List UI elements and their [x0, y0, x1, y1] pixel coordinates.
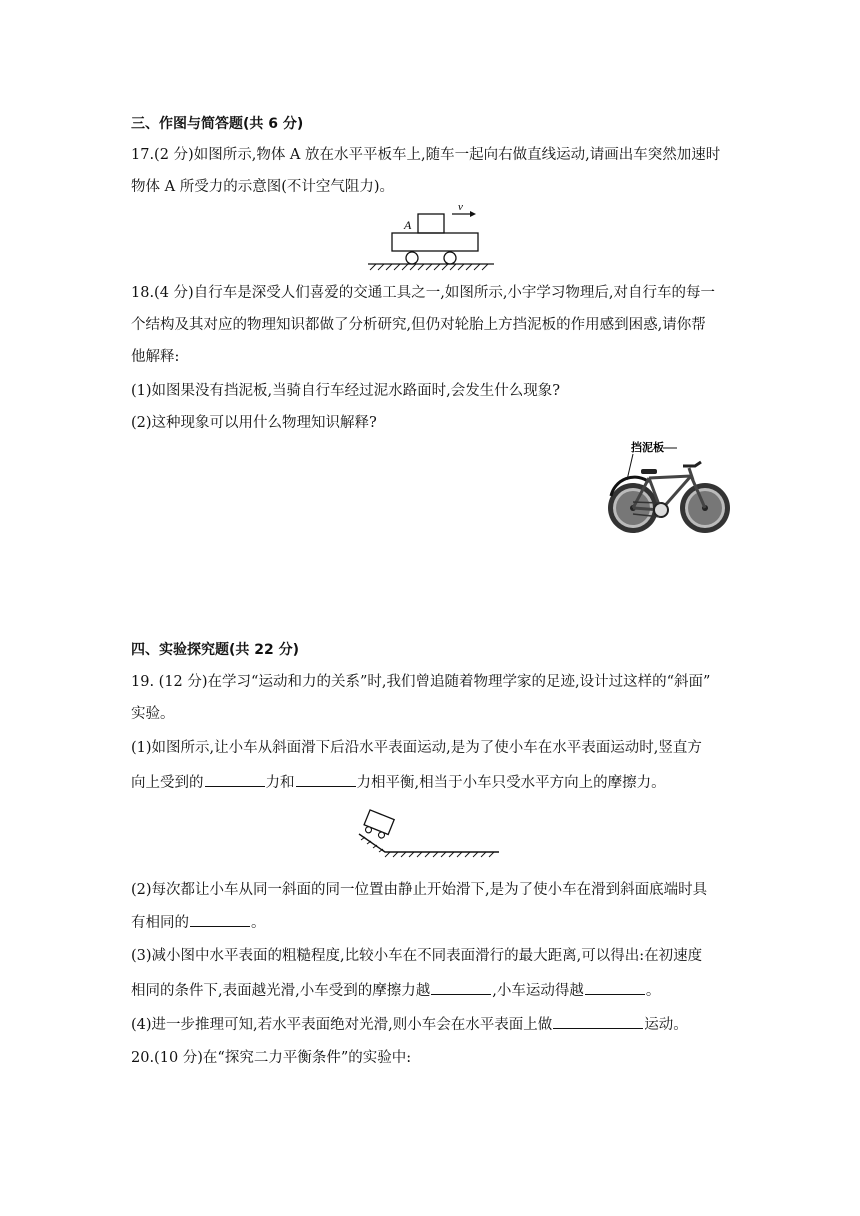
label-a: A [404, 218, 412, 232]
q19-text-line-2: 实验。 [131, 706, 175, 722]
incline-hatch [361, 837, 494, 857]
q19-s3-line-1: (3)减小图中水平表面的粗糙程度,比较小车在不同表面滑行的最大距离,可以得出:在初速度 [131, 948, 703, 964]
q19-s2-text-a: 有相同的 [131, 915, 189, 931]
answer-blank-2[interactable] [296, 772, 356, 787]
q19-s3-text-b: ,小车运动得越 [492, 983, 584, 999]
q18-sub-question-2: (2)这种现象可以用什么物理知识解释? [131, 415, 377, 431]
fender-label: 挡泥板 [631, 441, 664, 454]
ground-hatch [370, 264, 488, 270]
answer-blank-1[interactable] [205, 772, 265, 787]
q18-bicycle-figure [603, 438, 735, 538]
answer-blank-3[interactable] [190, 912, 250, 927]
q19-s4-text-a: (4)进一步推理可知,若水平表面绝对光滑,则小车会在水平表面上做 [131, 1017, 553, 1033]
q19-s1-text-b: 力和 [265, 775, 295, 791]
section-3-heading: 三、作图与简答题(共 6 分) [131, 116, 304, 132]
cart-body [392, 233, 478, 251]
q19-s1-line-2 [131, 772, 666, 793]
answer-blank-5[interactable] [585, 980, 645, 995]
q18-text-line-1: 18.(4 分)自行车是深受人们喜爱的交通工具之一,如图所示,小宇学习物理后,对自行车的每一 [131, 285, 716, 301]
q18-text-line-2: 个结构及其对应的物理知识都做了分析研究,但仍对轮胎上方挡泥板的作用感到困惑,请你帮 [131, 317, 706, 333]
q19-s2-text-b: 。 [251, 915, 266, 931]
arrow-head-icon [470, 211, 476, 217]
q19-s2-line-2 [131, 912, 266, 933]
wheel-left [406, 252, 418, 264]
q18-text-line-3: 他解释: [131, 349, 180, 365]
q19-s3-text-c: 。 [645, 983, 661, 999]
block-a [418, 214, 444, 233]
label-v: v [458, 201, 463, 213]
q18-sub-question-1: (1)如图果没有挡泥板,当骑自行车经过泥水路面时,会发生什么现象? [131, 383, 561, 399]
saddle [641, 469, 657, 474]
q19-s1-text-c: 力相平衡,相当于小车只受水平方向上的摩擦力。 [356, 775, 666, 791]
q19-s1-line-1: (1)如图所示,让小车从斜面滑下后沿水平表面运动,是为了使小车在水平表面运动时,竖直方 [131, 740, 702, 756]
q19-s4-text-b: 运动。 [644, 1017, 688, 1033]
q19-s1-text-a: 向上受到的 [131, 775, 204, 791]
chainring [654, 503, 668, 517]
answer-blank-4[interactable] [431, 980, 491, 995]
wheel-right [444, 252, 456, 264]
answer-blank-6[interactable] [553, 1014, 643, 1029]
q19-s3-line-2 [131, 980, 660, 1001]
q19-incline-figure [357, 808, 503, 862]
q19-s4-line [131, 1014, 688, 1035]
q19-s3-text-a: 相同的条件下,表面越光滑,小车受到的摩擦力越 [131, 983, 431, 999]
q17-text-line-2: 物体 A 所受力的示意图(不计空气阻力)。 [131, 179, 395, 195]
q17-cart-figure [366, 200, 496, 272]
section-4-heading: 四、实验探究题(共 22 分) [131, 642, 300, 658]
q19-text-line-1: 19. (12 分)在学习“运动和力的关系”时,我们曾追随着物理学家的足迹,设计过这样的“斜面” [131, 674, 711, 690]
handlebar [683, 462, 701, 466]
q20-text-line-1: 20.(10 分)在“探究二力平衡条件”的实验中: [131, 1050, 412, 1066]
q17-text-line-1: 17.(2 分)如图所示,物体 A 放在水平平板车上,随车一起向右做直线运动,请画出车突然加速时 [131, 147, 721, 163]
q19-s2-line-1: (2)每次都让小车从同一斜面的同一位置由静止开始滑下,是为了使小车在滑到斜面底端时具 [131, 882, 708, 898]
small-cart [362, 810, 394, 840]
